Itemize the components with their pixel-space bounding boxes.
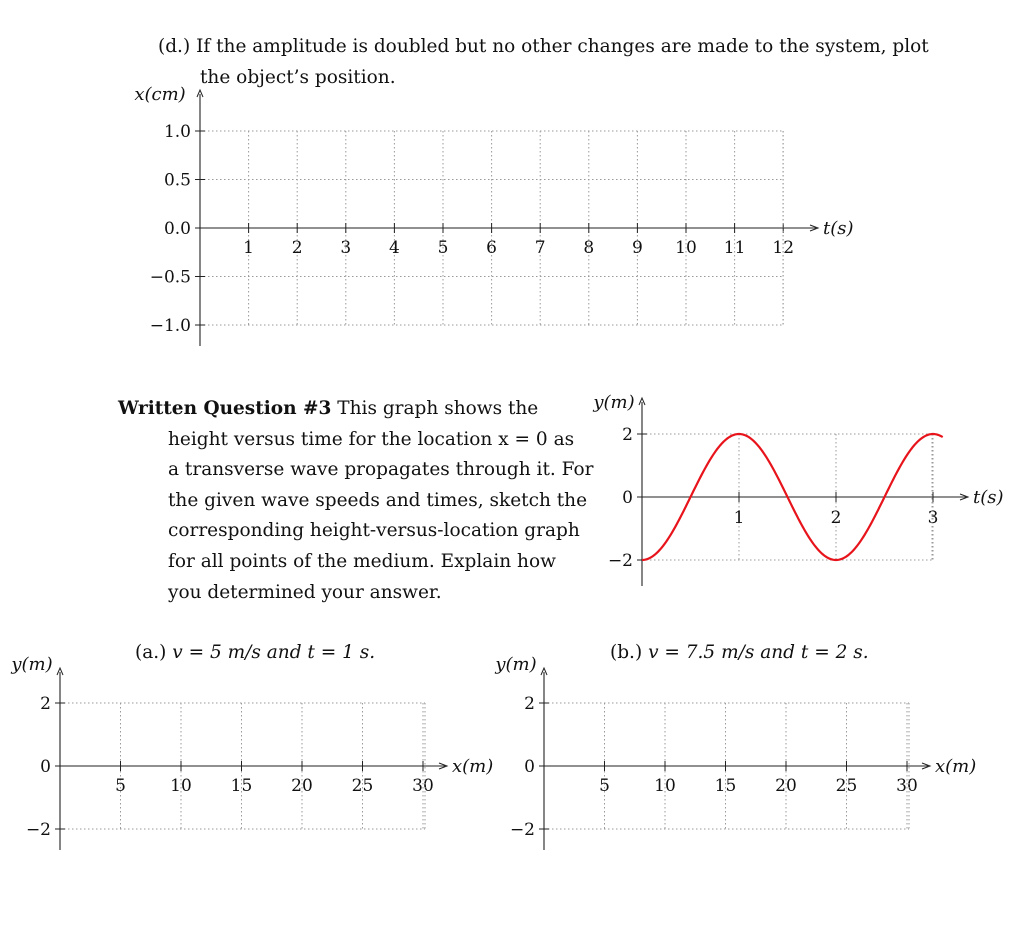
x-axis-label: t(s) bbox=[823, 218, 854, 239]
question3-line-5: corresponding height-versus-location graph bbox=[168, 520, 580, 542]
x-axis-label: x(m) bbox=[935, 756, 977, 777]
x-tick-label: 20 bbox=[291, 776, 313, 796]
chart-height-vs-location-a bbox=[10, 654, 493, 850]
part-d-text-line2: the object’s position. bbox=[200, 67, 396, 88]
x-tick-label: 30 bbox=[412, 776, 434, 796]
x-tick-label: 2 bbox=[291, 238, 303, 258]
x-tick-label: 5 bbox=[115, 776, 126, 796]
part-d-label: (d.) bbox=[158, 36, 191, 57]
y-tick-label: 0.5 bbox=[163, 170, 191, 191]
x-tick-label: 10 bbox=[654, 776, 676, 796]
chart-height-vs-time bbox=[592, 392, 1003, 586]
question3-line-4: the given wave speeds and times, sketch the bbox=[168, 489, 588, 511]
x-tick-label: 25 bbox=[351, 776, 374, 796]
x-tick-label: 1 bbox=[733, 508, 745, 528]
x-tick-label: 8 bbox=[583, 238, 595, 258]
x-tick-label: 30 bbox=[896, 776, 918, 796]
y-tick-label: 2 bbox=[40, 694, 51, 714]
y-tick-label: 0 bbox=[524, 757, 535, 777]
y-tick-label: −2 bbox=[509, 820, 535, 840]
y-axis-label: y(m) bbox=[593, 392, 635, 413]
x-tick-label: 15 bbox=[714, 776, 737, 796]
y-axis-label: x(cm) bbox=[134, 84, 186, 105]
x-tick-label: 20 bbox=[775, 776, 797, 796]
y-tick-label: 2 bbox=[524, 694, 535, 714]
chart-height-vs-location-b bbox=[494, 654, 976, 850]
y-tick-label: −2 bbox=[25, 820, 51, 840]
question3-text-1: This graph shows the bbox=[337, 398, 539, 419]
x-tick-label: 11 bbox=[723, 238, 746, 258]
part-b-label: (b.) bbox=[610, 642, 643, 663]
y-tick-label: −2 bbox=[607, 551, 633, 571]
question3-line-2: height versus time for the location x = 0 as bbox=[168, 428, 575, 450]
part-a-label: (a.) bbox=[135, 642, 167, 663]
y-tick-label: 2 bbox=[622, 425, 633, 445]
x-tick-label: 10 bbox=[675, 238, 697, 258]
y-tick-label: 0.0 bbox=[163, 219, 191, 239]
y-tick-label: 0 bbox=[40, 757, 51, 777]
part-a-condition: v = 5 m/s and t = 1 s. bbox=[172, 642, 376, 663]
chart-position-grid bbox=[134, 84, 853, 346]
question3-title: Written Question #3 bbox=[118, 398, 332, 419]
y-axis-label: y(m) bbox=[11, 654, 53, 675]
x-tick-label: 12 bbox=[772, 238, 795, 258]
y-tick-label: 0 bbox=[622, 488, 633, 508]
x-tick-label: 2 bbox=[830, 508, 842, 528]
x-tick-label: 10 bbox=[170, 776, 192, 796]
x-tick-label: 5 bbox=[599, 776, 610, 796]
question3-line-3: a transverse wave propagates through it. For bbox=[168, 459, 594, 481]
y-tick-label: −1.0 bbox=[149, 316, 191, 336]
y-tick-label: 1.0 bbox=[163, 122, 191, 142]
part-d-prompt: If the amplitude is doubled but no other changes are made to the system, plot bbox=[196, 36, 929, 57]
x-tick-label: 3 bbox=[340, 238, 352, 258]
y-tick-label: −0.5 bbox=[149, 267, 191, 288]
x-tick-label: 9 bbox=[631, 238, 643, 258]
x-tick-label: 7 bbox=[534, 238, 546, 258]
x-axis-label: x(m) bbox=[452, 756, 494, 777]
x-tick-label: 3 bbox=[927, 508, 939, 528]
x-axis-label: t(s) bbox=[973, 487, 1004, 508]
question3-line-7: you determined your answer. bbox=[168, 581, 442, 603]
question3-line-6: for all points of the medium. Explain how bbox=[168, 550, 556, 572]
x-tick-label: 1 bbox=[243, 238, 255, 258]
x-tick-label: 4 bbox=[388, 238, 400, 258]
part-b-condition: v = 7.5 m/s and t = 2 s. bbox=[648, 642, 869, 663]
y-axis-label: y(m) bbox=[495, 654, 537, 675]
x-tick-label: 25 bbox=[835, 776, 858, 796]
x-tick-label: 5 bbox=[437, 238, 449, 258]
x-tick-label: 6 bbox=[486, 238, 498, 258]
x-tick-label: 15 bbox=[230, 776, 253, 796]
